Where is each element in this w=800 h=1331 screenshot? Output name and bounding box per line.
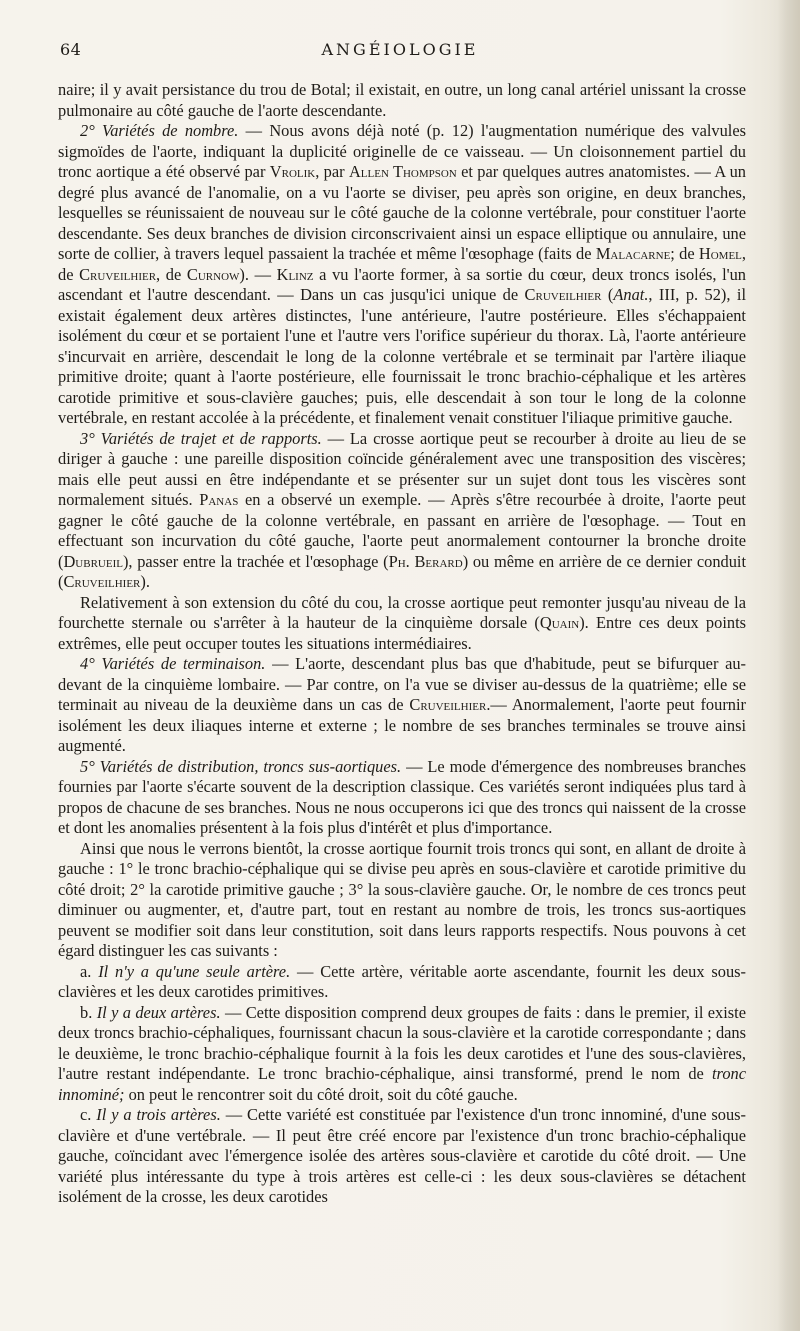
case-label: Il y a trois artères. <box>96 1105 221 1124</box>
case-label: Il y a deux artères. <box>96 1002 221 1022</box>
paragraph-case-a: a. Il n'y a qu'une seule artère. — Cette artère, véritable aorte ascendante, fournit les deux sous-clavières et les deux carotides primitives. <box>58 961 746 1001</box>
page-number: 64 <box>60 40 82 59</box>
body-text <box>58 80 746 1208</box>
author-name: Homel <box>698 244 742 263</box>
author-name: Panas <box>199 490 239 509</box>
section-label: 3° Variétés de trajet et de rapports. <box>80 428 322 448</box>
section-label: 2° Variétés de nombre. <box>80 121 239 140</box>
reference: Anat. <box>613 285 649 304</box>
paragraph-extension: Relativement à son extension du côté du cou, la crosse aortique peut remonter jusqu'au niveau de la fourchette sternale ou s'arrêter à la hauteur de la cinquième dorsale (Quain). Entre ces deux points extrêmes, elle peut occuper toutes les situations intermédiaires. <box>58 592 746 653</box>
author-name: Cruveilhier <box>524 285 602 304</box>
author-name: Ph. Berard <box>388 551 463 571</box>
paragraph-varietes-terminaison: 4° Variétés de terminaison. — L'aorte, descendant plus bas que d'habitude, peut se bifurquer au-devant de la cinquième lombaire. — Par contre, on l'a vue se diviser au-dessus de la quatrième; elle se terminait au niveau de la deuxième dans un cas de Cruveilhier.— Anormalement, l'aorte peut fournir isolément les deux iliaques interne et externe ; le nombre de ses branches terminales se trouve ainsi augmenté. <box>58 654 746 755</box>
case-label: Il n'y a qu'une seule artère. <box>98 961 291 981</box>
running-title: ANGÉIOLOGIE <box>321 40 479 59</box>
author-name: Cruveilhier <box>79 264 157 284</box>
paragraph-varietes-trajet: 3° Variétés de trajet et de rapports. — La crosse aortique peut se recourber à droite au lieu de se diriger à gauche : une pareille disposition coïncide généralement avec une transposition des viscères; mais elle peut aussi en être indépendante et se présenter sur un sujet dont tous les viscères sont normalement situés. Panas en a observé un exemple. — Après s'être recourbée à droite, l'aorte peut gagner le côté gauche de la colonne vertébrale, en passant en arrière de l'œsophage. — Tout en effectuant son incurvation du côté gauche, l'aorte peut anormalement contourner la bronche droite (Dubrueil), passer entre la trachée et l'œsophage (Ph. Berard) ou même en arrière de ce dernier conduit (Cruveilhier). <box>58 428 747 591</box>
author-name: Curnow <box>186 264 240 284</box>
section-label: 5° Variétés de distribution, troncs sus-aortiques. <box>80 756 402 776</box>
author-name: Quain <box>539 613 580 632</box>
author-name: Klinz <box>276 264 314 284</box>
term: tronc innominé; <box>58 1064 746 1104</box>
paragraph-varietes-nombre: 2° Variétés de nombre. — Nous avons déjà noté (p. 12) l'augmentation numérique des valvules sigmoïdes de l'aorte, indiquant la duplicité originelle de ce vaisseau. — Un cloisonnement partiel du tronc aortique a été observé par Vrolik, par Allen Thompson et par quelques autres anatomistes. — A un degré plus avancé de l'anomalie, on a vu l'aorte se diviser, peu après son origine, en deux branches, lesquelles se réunissaient de nouveau sur le côté gauche de la colonne vertébrale, pour constituer l'aorte descendante. Ses deux branches de division circonscrivaient ainsi un espace elliptique ou annulaire, une sorte de collier, à travers lequel passaient la trachée et même l'œsophage (faits de Malacarne; de Homel, de Cruveilhier, de Curnow). — Klinz a vu l'aorte former, à sa sortie du cœur, deux troncs isolés, l'un ascendant et l'autre descendant. — Dans un cas jusqu'ici unique de Cruveilhier (Anat., III, p. 52), il existait également deux artères distinctes, l'une antérieure, l'autre postérieure. Elles s'échappaient isolément du cœur et se portaient l'une et l'autre vers l'orifice supérieur du thorax. Là, l'aorte antérieure s'incurvait en arrière, descendait le long de la colonne vertébrale et se terminait par l'artère iliaque primitive droite; quant à l'aorte postérieure, elle fournissait le tronc brachio-céphalique et les artères carotide primitive et sous-clavière gauches; puis, elle descendait à son tour le long de la colonne vertébrale, en restant accolée à la précédente, et finalement venait constituer l'iliaque primitive gauche. <box>58 121 747 427</box>
author-name: Cruveilhier <box>63 572 141 591</box>
section-label: 4° Variétés de terminaison. <box>80 654 266 673</box>
author-name: Vrolik <box>269 162 316 181</box>
page-edge-shadow <box>778 0 800 1331</box>
paragraph-continuation: naire; il y avait persistance du trou de Botal; il existait, en outre, un long canal artériel unissant la crosse pulmonaire au côté gauche de l'aorte descendante. <box>58 80 746 120</box>
author-name: Dubrueil <box>63 551 123 571</box>
paragraph-case-c: c. Il y a trois artères. — Cette variété est constituée par l'existence d'un tronc innominé, d'une sous-clavière et d'une vertébrale. — Il peut être créé encore par l'existence d'un tronc brachio-céphalique gauche, coïncidant avec l'émergence isolée des artères sous-clavière et carotide du côté droit. — Une variété plus intéressante du type à trois artères est celle-ci : les deux sous-clavières se détachent isolément de la crosse, les deux carotides <box>58 1105 746 1206</box>
author-name: Cruveilhier <box>409 695 487 714</box>
paragraph-varietes-distribution: 5° Variétés de distribution, troncs sus-aortiques. — Le mode d'émergence des nombreuses branches fournies par l'aorte s'écarte souvent de la description classique. Ces variétés seront indiquées plus tard à propos de chacune de ses branches. Nous ne nous occuperons ici que des troncs qui naissent de la crosse et dont les anomalies présentent à la fois plus d'intérêt et plus d'importance. <box>58 756 746 837</box>
author-name: Allen Thompson <box>348 162 457 181</box>
author-name: Malacarne <box>595 244 671 263</box>
page-header <box>60 40 740 66</box>
paragraph-troncs: Ainsi que nous le verrons bientôt, la crosse aortique fournit trois troncs qui sont, en allant de droite à gauche : 1° le tronc brachio-céphalique qui se divise peu après en sous-clavière et carotide primitive du côté droit; 2° la carotide primitive gauche ; 3° la sous-clavière gauche. Or, le nombre de ces troncs peut diminuer ou augmenter, et, d'autre part, tout en restant au nombre de trois, les troncs sus-aortiques peuvent se modifier soit dans leur constitution, soit dans leurs rapports respectifs. Nous pouvons à cet égard distinguer les cas suivants : <box>58 838 746 960</box>
paragraph-case-b: b. Il y a deux artères. — Cette disposition comprend deux groupes de faits : dans le premier, il existe deux troncs brachio-céphaliques, fournissant chacun la sous-clavière et la carotide correspondante ; dans le deuxième, le tronc brachio-céphalique fournit à la fois les deux carotides et l'une des sous-clavières, l'autre restant indépendante. Le tronc brachio-céphalique, ainsi transformé, prend le nom de tronc innominé; on peut le rencontrer soit du côté droit, soit du côté gauche. <box>58 1002 747 1104</box>
